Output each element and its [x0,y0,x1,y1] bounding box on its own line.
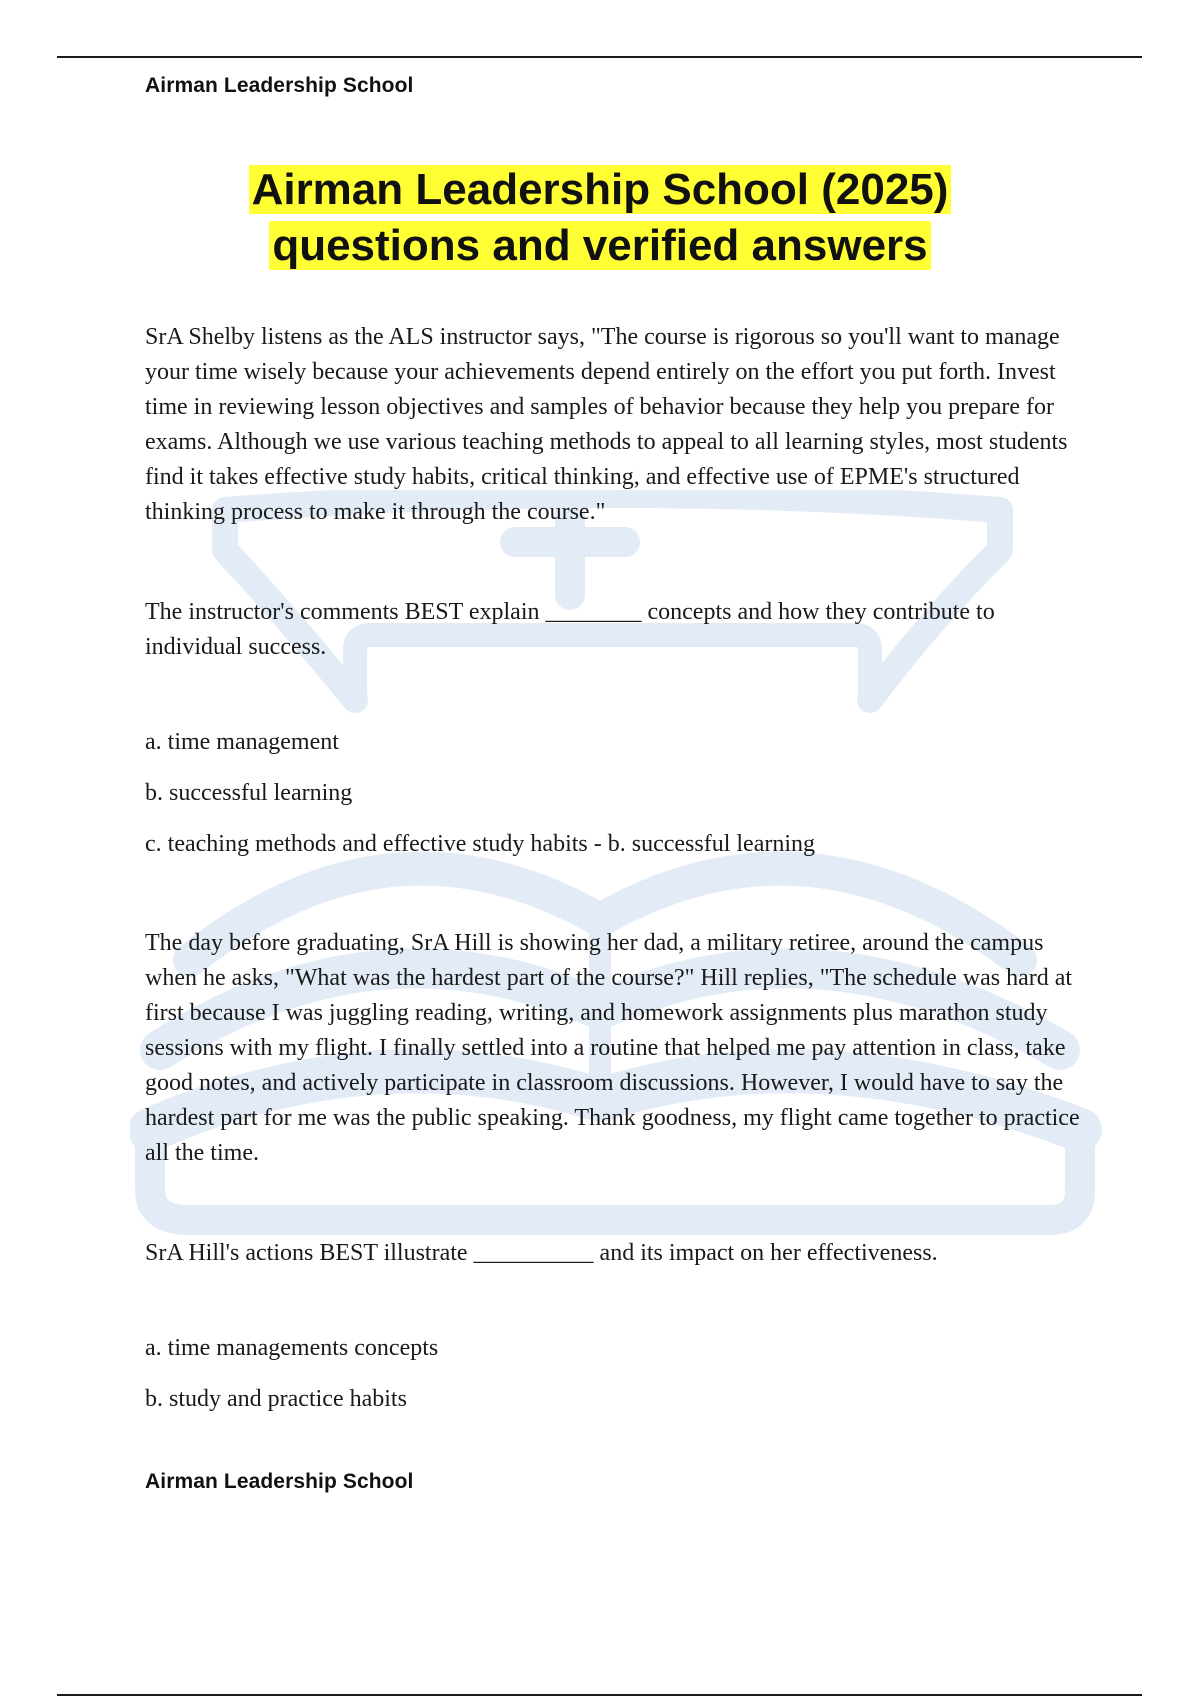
title-line-1: Airman Leadership School (2025) [249,165,952,214]
question-2-prompt: SrA Hill's actions BEST illustrate __________ and its impact on her effectiveness. [145,1240,938,1266]
questions-content [145,320,1085,1433]
title-line-2: questions and verified answers [269,221,930,270]
running-footer: Airman Leadership School [145,1470,414,1493]
question-2-option-a: a. time managements concepts [145,1335,439,1361]
question-1-option-a: a. time management [145,729,339,755]
page-title [0,162,1200,274]
bottom-rule [57,1694,1142,1696]
running-header: Airman Leadership School [145,74,414,97]
top-rule [57,56,1142,58]
question-1-scenario: SrA Shelby listens as the ALS instructor says, "The course is rigorous so you'll want to manage your time wisely because your achievements depend entirely on the effort you put forth. Invest time in reviewing lesson objectives and samples of behavior because they help you prepare for exams. Although we use various teaching methods to appeal to all learning styles, most students find it takes effective study habits, critical thinking, and effective use of EPME's structured thinking process to make it through the course." [145,324,1068,525]
question-1-option-c: c. teaching methods and effective study habits - b. successful learning [145,831,816,857]
question-1-prompt: The instructor's comments BEST explain ________ concepts and how they contribute to individual success. [145,599,995,660]
question-2-scenario: The day before graduating, SrA Hill is showing her dad, a military retiree, around the campus when he asks, "What was the hardest part of the course?" Hill replies, "The schedule was hard at first because I was juggling reading, writing, and homework assignments plus marathon study sessions with my flight. I finally settled into a routine that helped me pay attention in class, take good notes, and actively participate in classroom discussions. However, I would have to say the hardest part for me was the public speaking. Thank goodness, my flight came together to practice all the time. [145,930,1080,1166]
question-2-option-b: b. study and practice habits [145,1386,407,1412]
question-1-option-b: b. successful learning [145,780,353,806]
